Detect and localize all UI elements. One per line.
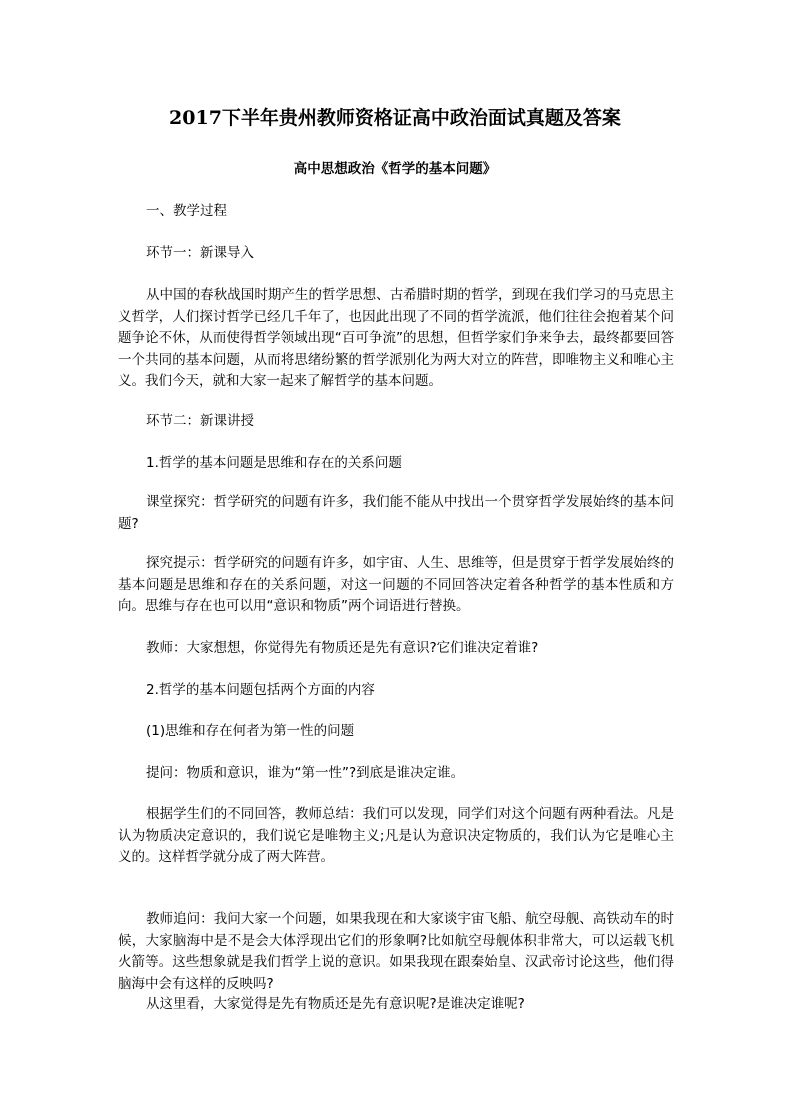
document-title: 2017下半年贵州教师资格证高中政治面试真题及答案 <box>169 107 621 129</box>
paragraph: 教师：大家想想，你觉得先有物质还是先有意识?它们谁决定着谁? <box>146 640 539 656</box>
paragraph: 教师追问：我问大家一个问题，如果我现在和大家谈宇宙飞船、航空母舰、高铁动车的时候，大家脑海中是不是会大体浮现出它们的形象啊?比如航空母舰体积非常大，可以运载飞机火箭等。这些想象就是我们哲学上说的意识。如果我现在跟秦始皇、汉武帝讨论这些，他们得脑海中会有这样的反映吗? <box>118 911 674 992</box>
section-heading: 一、教学过程 <box>146 203 227 219</box>
point-heading: (1)思维和存在何者为第一性的问题 <box>146 723 355 739</box>
paragraph: 探究提示：哲学研究的问题有许多，如宇宙、人生、思维等，但是贯穿于哲学发展始终的基本问题是思维和存在的关系问题，对这一问题的不同回答决定着各种哲学的基本性质和方向。思维与存在也可以用“意识和物质”两个词语进行替换。 <box>118 555 674 614</box>
paragraph: 从中国的春秋战国时期产生的哲学思想、古希腊时期的哲学，到现在我们学习的马克思主义哲学，人们探讨哲学已经几千年了，也因此出现了不同的哲学流派，他们往往会抱着某个问题争论不休，从而使得哲学领域出现“百可争流”的思想，但哲学家们争来争去，最终都要回答一个共同的基本问题，从而将思绪纷繁的哲学派别化为两大对立的阵营，即唯物主义和唯心主义。我们今天，就和大家一起来了解哲学的基本问题。 <box>118 287 674 389</box>
paragraph: 课堂探究：哲学研究的问题有许多，我们能不能从中找出一个贯穿哲学发展始终的基本问题? <box>118 494 674 532</box>
point-heading: 2.哲学的基本问题包括两个方面的内容 <box>146 682 375 698</box>
document-subtitle: 高中思想政治《哲学的基本问题》 <box>293 161 497 177</box>
point-heading: 1.哲学的基本问题是思维和存在的关系问题 <box>146 455 402 471</box>
paragraph: 根据学生们的不同回答，教师总结：我们可以发现，同学们对这个问题有两种看法。凡是认为物质决定意识的，我们说它是唯物主义;凡是认为意识决定物质的，我们认为它是唯心主义的。这样哲学就分成了两大阵营。 <box>118 806 674 865</box>
paragraph: 从这里看，大家觉得是先有物质还是先有意识呢?是谁决定谁呢? <box>146 996 525 1012</box>
step-heading: 环节一：新课导入 <box>146 245 254 261</box>
paragraph: 提问：物质和意识，谁为“第一性”?到底是谁决定谁。 <box>146 765 465 781</box>
step-heading: 环节二：新课讲授 <box>146 413 254 429</box>
